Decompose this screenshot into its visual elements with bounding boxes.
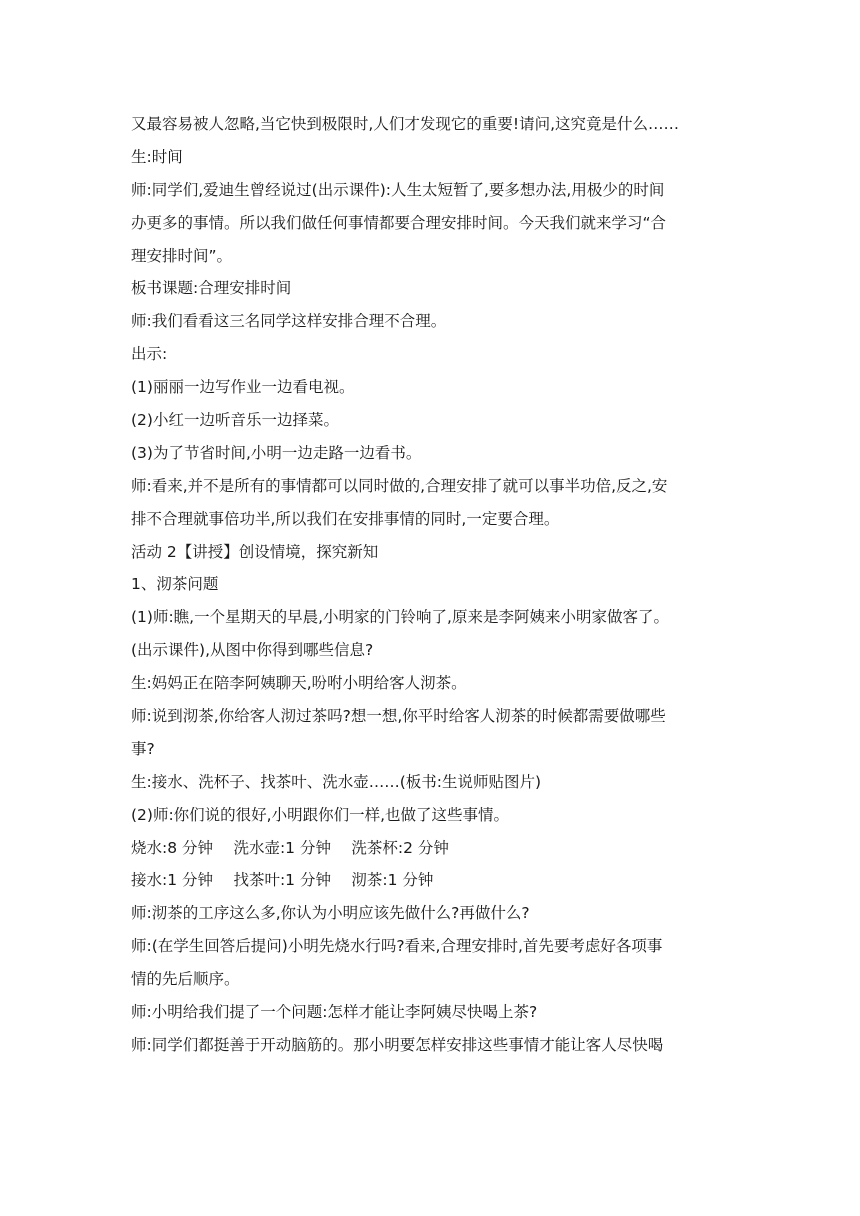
task-time-row: 烧水:8 分钟 洗水壶:1 分钟 洗茶杯:2 分钟 xyxy=(131,838,449,857)
text-line: 师:我们看看这三名同学这样安排合理不合理。 xyxy=(131,312,447,331)
section-heading: 活动 2【讲授】创设情境，探究新知 xyxy=(131,542,379,561)
text-line: (1)丽丽一边写作业一边看电视。 xyxy=(131,378,355,397)
subsection-heading: 1、沏茶问题 xyxy=(131,575,219,594)
document-body xyxy=(131,108,735,1062)
text-line: 事? xyxy=(131,739,155,758)
text-line: (2)小红一边听音乐一边择菜。 xyxy=(131,411,339,430)
text-line: (1)师:瞧,一个星期天的早晨,小明家的门铃响了,原来是李阿姨来小明家做客了。 xyxy=(131,608,669,627)
text-line: 办更多的事情。所以我们做任何事情都要合理安排时间。今天我们就来学习“合 xyxy=(131,213,667,232)
text-line: 师:小明给我们提了一个问题:怎样才能让李阿姨尽快喝上茶? xyxy=(131,1003,538,1022)
text-line: 师:同学们都挺善于开动脑筋的。那小明要怎样安排这些事情才能让客人尽快喝 xyxy=(131,1035,664,1054)
text-line: 师:说到沏茶,你给客人沏过茶吗?想一想,你平时给客人沏茶的时候都需要做哪些 xyxy=(131,707,666,726)
text-line: 生:妈妈正在陪李阿姨聊天,吩咐小明给客人沏茶。 xyxy=(131,674,467,693)
text-line: (3)为了节省时间,小明一边走路一边看书。 xyxy=(131,443,422,462)
text-line: 师:看来,并不是所有的事情都可以同时做的,合理安排了就可以事半功倍,反之,安 xyxy=(131,476,668,495)
task-time-row: 接水:1 分钟 找茶叶:1 分钟 沏茶:1 分钟 xyxy=(131,871,434,890)
text-line: 又最容易被人忽略,当它快到极限时,人们才发现它的重要!请问,这究竟是什么…… xyxy=(131,115,679,133)
text-line: (2)师:你们说的很好,小明跟你们一样,也做了这些事情。 xyxy=(131,805,510,824)
text-line: 生:时间 xyxy=(131,147,183,166)
text-line: 板书课题:合理安排时间 xyxy=(131,279,292,298)
text-line: 生:接水、洗杯子、找茶叶、洗水壶……(板书:生说师贴图片) xyxy=(131,772,542,791)
text-line: 情的先后顺序。 xyxy=(131,970,240,989)
text-line: 理安排时间”。 xyxy=(131,246,233,265)
text-line: 排不合理就事倍功半,所以我们在安排事情的同时,一定要合理。 xyxy=(131,509,560,528)
text-line: 师:同学们,爱迪生曾经说过(出示课件):人生太短暂了,要多想办法,用极少的时间 xyxy=(131,180,665,199)
text-line: 出示: xyxy=(131,345,168,364)
text-line: 师:沏茶的工序这么多,你认为小明应该先做什么?再做什么? xyxy=(131,904,530,923)
text-line: 师:(在学生回答后提问)小明先烧水行吗?看来,合理安排时,首先要考虑好各项事 xyxy=(131,937,663,956)
text-line: (出示课件),从图中你得到哪些信息? xyxy=(131,641,374,660)
